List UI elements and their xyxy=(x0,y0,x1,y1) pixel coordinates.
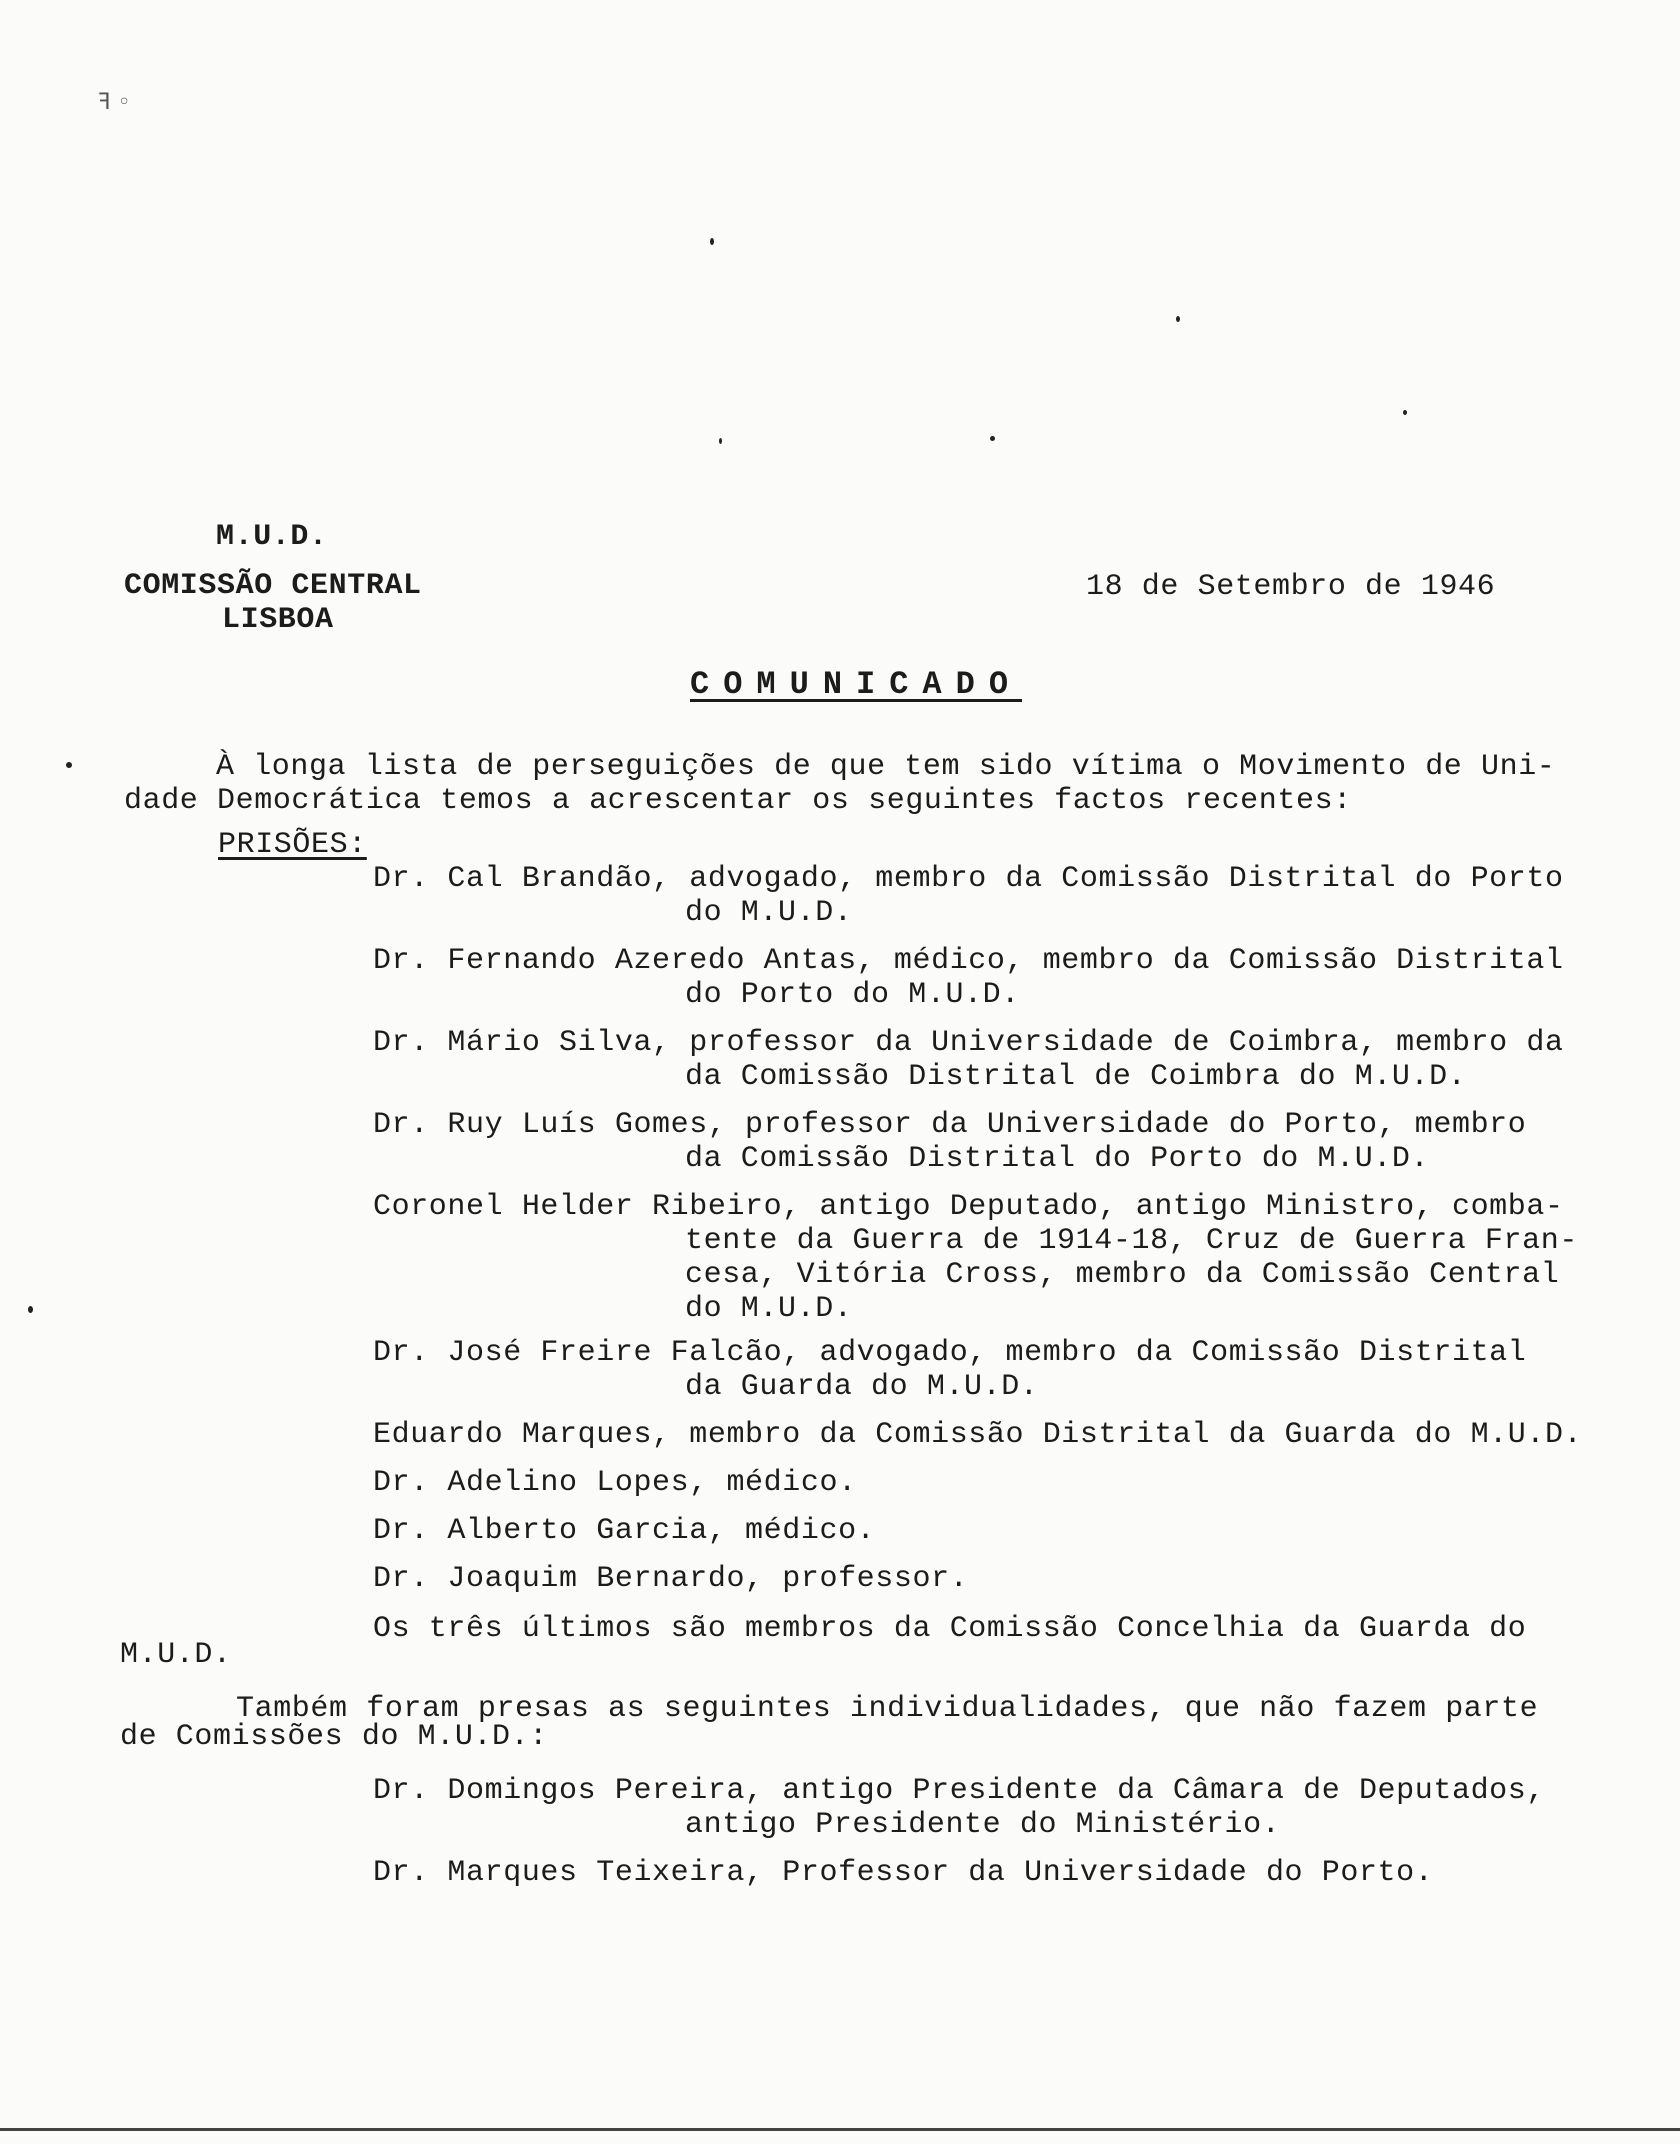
entry-line: Eduardo Marques, membro da Comissão Distrital da Guarda do M.U.D. xyxy=(373,1418,1583,1452)
last-three-note-line-1: Os três últimos são membros da Comissão Concelhia da Guarda do xyxy=(373,1612,1527,1646)
entry-line: cesa, Vitória Cross, membro da Comissão Central xyxy=(685,1258,1560,1292)
entry-line: antigo Presidente do Ministério. xyxy=(685,1808,1281,1842)
entry-line: da Guarda do M.U.D. xyxy=(685,1370,1039,1404)
org-name: COMISSÃO CENTRAL xyxy=(124,569,422,603)
entry-line: Coronel Helder Ribeiro, antigo Deputado, antigo Ministro, comba- xyxy=(373,1190,1564,1224)
last-three-note-line-2: M.U.D. xyxy=(120,1638,232,1672)
scan-speck xyxy=(28,1306,33,1313)
scan-edge-line xyxy=(0,2128,1680,2131)
prisoner-entry xyxy=(373,1336,1643,1404)
prisoner-entry xyxy=(373,1026,1643,1094)
entry-line: Dr. Adelino Lopes, médico. xyxy=(373,1466,857,1500)
prisoner-entry xyxy=(373,1514,1643,1548)
also-arrested-line-1: Também foram presas as seguintes individualidades, que não fazem parte xyxy=(236,1692,1539,1726)
prisoner-entry xyxy=(373,862,1643,930)
scan-speck xyxy=(990,436,995,441)
entry-line: Dr. Fernando Azeredo Antas, médico, membro da Comissão Distrital xyxy=(373,944,1564,978)
entry-line: Dr. Alberto Garcia, médico. xyxy=(373,1514,876,1548)
document-date: 18 de Setembro de 1946 xyxy=(1086,570,1496,604)
scan-speck xyxy=(1176,316,1180,322)
other-entry xyxy=(373,1856,1643,1890)
corner-mark: ꟻ ◦ xyxy=(98,90,131,115)
prisoner-entry xyxy=(373,944,1643,1012)
entry-line: Dr. Domingos Pereira, antigo Presidente da Câmara de Deputados, xyxy=(373,1774,1545,1808)
entry-line: Dr. Cal Brandão, advogado, membro da Comissão Distrital do Porto xyxy=(373,862,1564,896)
scan-speck xyxy=(66,762,72,768)
document-title: COMUNICADO xyxy=(690,666,1023,703)
intro-line-2: dade Democrática temos a acrescentar os seguintes factos recentes: xyxy=(124,784,1352,818)
entry-line: Dr. Ruy Luís Gomes, professor da Universidade do Porto, membro xyxy=(373,1108,1527,1142)
entry-line: do Porto do M.U.D. xyxy=(685,978,1020,1012)
city: LISBOA xyxy=(222,603,334,637)
entry-line: do M.U.D. xyxy=(685,896,853,930)
also-arrested-line-2: de Comissões do M.U.D.: xyxy=(120,1720,548,1754)
entry-line: tente da Guerra de 1914-18, Cruz de Guerra Fran- xyxy=(685,1224,1578,1258)
other-entry xyxy=(373,1774,1643,1842)
prisoner-entry xyxy=(373,1190,1643,1326)
prisoner-entry xyxy=(373,1108,1643,1176)
section-label-prisoes: PRISÕES: xyxy=(218,828,367,862)
entry-line: Dr. Mário Silva, professor da Universidade de Coimbra, membro da xyxy=(373,1026,1564,1060)
intro-line-1: À longa lista de perseguições de que tem sido vítima o Movimento de Uni- xyxy=(216,750,1556,784)
entry-line: da Comissão Distrital de Coimbra do M.U.D. xyxy=(685,1060,1467,1094)
scan-speck xyxy=(719,438,722,444)
scan-speck xyxy=(710,238,714,245)
prisoner-entry xyxy=(373,1466,1643,1500)
entry-line: Dr. José Freire Falcão, advogado, membro da Comissão Distrital xyxy=(373,1336,1527,1370)
entry-line: Dr. Marques Teixeira, Professor da Universidade do Porto. xyxy=(373,1856,1434,1890)
entry-line: do M.U.D. xyxy=(685,1292,853,1326)
prisoner-entry xyxy=(373,1562,1643,1596)
entry-line: Dr. Joaquim Bernardo, professor. xyxy=(373,1562,969,1596)
scan-speck xyxy=(1403,410,1407,415)
org-abbrev: M.U.D. xyxy=(216,520,328,554)
entry-line: da Comissão Distrital do Porto do M.U.D. xyxy=(685,1142,1430,1176)
prisoner-entry xyxy=(373,1418,1643,1452)
